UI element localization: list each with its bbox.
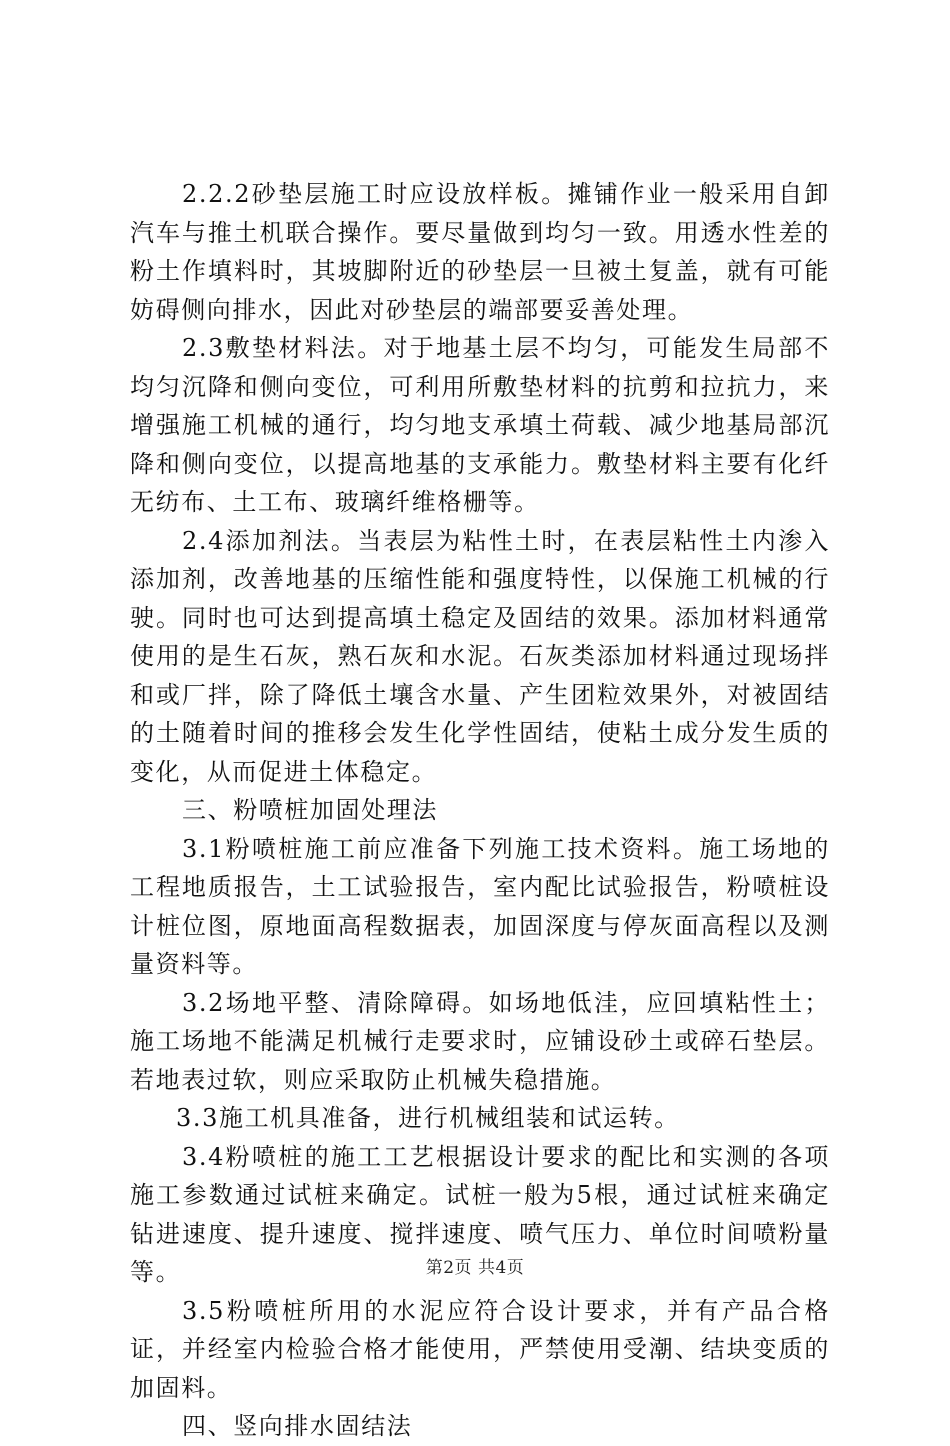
paragraph-2-4: 2.4添加剂法。当表层为粘性土时，在表层粘性土内渗入添加剂，改善地基的压缩性能和强度特性，以保施工机械的行驶。同时也可达到提高填土稳定及固结的效果。添加材料通常使用的是生石灰，熟石灰和水泥。石灰类添加材料通过现场拌和或厂拌，除了降低土壤含水量、产生团粒效果外，对被固结的土随着时间的推移会发生化学性固结，使粘土成分发生质的变化，从而促进土体稳定。 (130, 526, 830, 786)
page-number-footer: 第2页 共4页 (425, 1258, 525, 1278)
section-heading-3: 三、粉喷桩加固处理法 (182, 796, 438, 824)
paragraph-3-5: 3.5粉喷桩所用的水泥应符合设计要求，并有产品合格证，并经室内检验合格才能使用，严禁使用受潮、结块变质的加固料。 (130, 1296, 830, 1402)
paragraph-3-2: 3.2场地平整、清除障碍。如场地低洼，应回填粘性土；施工场地不能满足机械行走要求时，应铺设砂土或碎石垫层。若地表过软，则应采取防止机械失稳措施。 (130, 988, 830, 1094)
paragraph-3-3: 3.3施工机具准备，进行机械组装和试运转。 (176, 1104, 680, 1132)
paragraph-2-3: 2.3敷垫材料法。对于地基土层不均匀，可能发生局部不均匀沉降和侧向变位，可利用所敷垫材料的抗剪和拉抗力，来增强施工机械的通行，均匀地支承填土荷载、减少地基局部沉降和侧向变位，以提高地基的支承能力。敷垫材料主要有化纤无纺布、土工布、玻璃纤维格栅等。 (130, 334, 830, 516)
paragraph-2-2-2: 2.2.2砂垫层施工时应设放样板。摊铺作业一般采用自卸汽车与推土机联合操作。要尽量做到均匀一致。用透水性差的粉土作填料时，其坡脚附近的砂垫层一旦被土复盖，就有可能妨碍侧向排水，因此对砂垫层的端部要妥善处理。 (130, 180, 830, 324)
paragraph-3-4: 3.4粉喷桩的施工工艺根据设计要求的配比和实测的各项施工参数通过试桩来确定。试桩一般为5根，通过试桩来确定钻进速度、提升速度、搅拌速度、喷气压力、单位时间喷粉量等。 (130, 1142, 830, 1286)
section-heading-4: 四、竖向排水固结法 (182, 1412, 413, 1440)
paragraph-3-1: 3.1粉喷桩施工前应准备下列施工技术资料。施工场地的工程地质报告，土工试验报告，室内配比试验报告，粉喷桩设计桩位图，原地面高程数据表，加固深度与停灰面高程以及测量资料等。 (130, 834, 830, 978)
